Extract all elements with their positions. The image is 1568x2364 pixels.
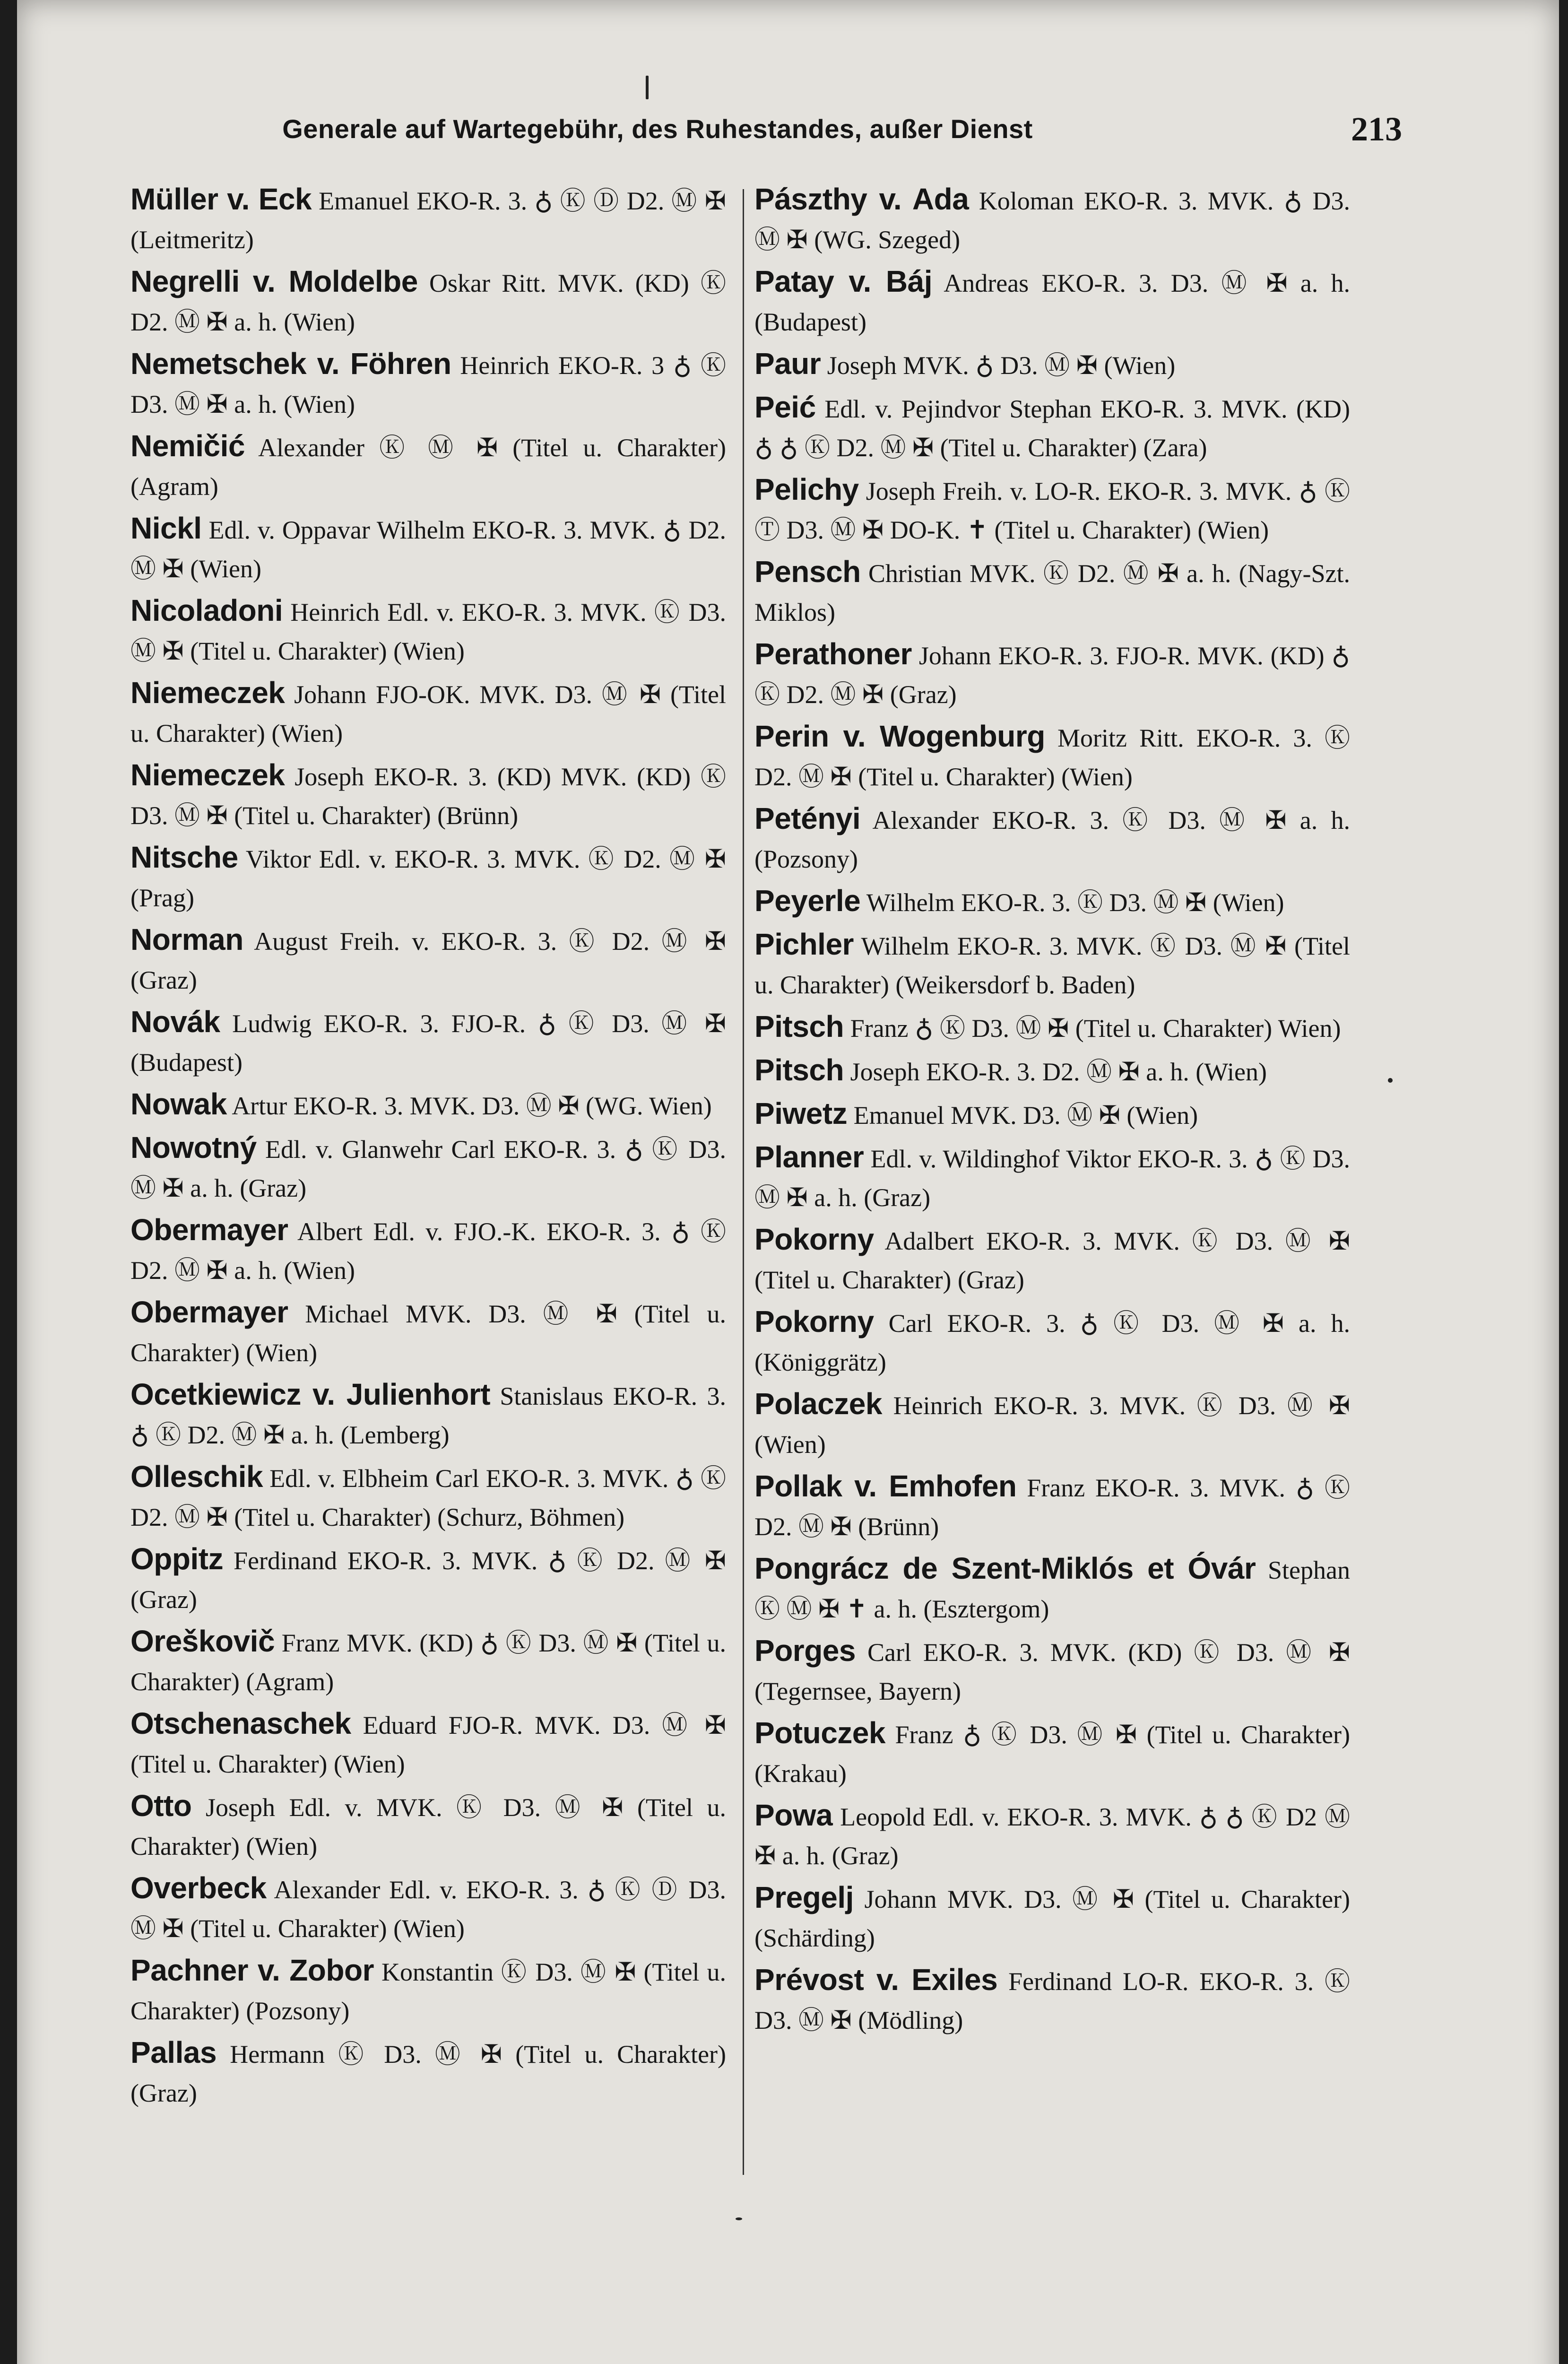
entry-details: Viktor Edl. v. EKO-R. 3. MVK. Ⓚ D2. Ⓜ ✠ (Prag) <box>130 845 726 912</box>
directory-entry <box>754 1094 1350 1135</box>
entry-details: Joseph Freih. v. LO-R. EKO-R. 3. MVK. ♁ Ⓚ Ⓣ D3. Ⓜ ✠ DO-K. ✝ (Titel u. Charakter) (Wien) <box>754 477 1351 544</box>
entry-name: Oppitz <box>130 1542 224 1576</box>
entry-details: Leopold Edl. v. EKO-R. 3. MVK. ♁ ♁ Ⓚ D2 Ⓜ ✠ a. h. (Graz) <box>754 1803 1351 1870</box>
entry-details: Edl. v. Glanwehr Carl EKO-R. 3. ♁ Ⓚ D3. Ⓜ ✠ a. h. (Graz) <box>130 1135 726 1202</box>
entry-details: Heinrich Edl. v. EKO-R. 3. MVK. Ⓚ D3. Ⓜ ✠ (Titel u. Charakter) (Wien) <box>130 598 726 665</box>
column-divider <box>743 189 744 2175</box>
entry-details: Christian MVK. Ⓚ D2. Ⓜ ✠ a. h. (Nagy-Szt. Miklos) <box>754 559 1350 626</box>
directory-entry <box>130 180 726 259</box>
entry-name: Pitsch <box>754 1009 844 1043</box>
entry-name: Pichler <box>754 927 854 961</box>
directory-entry <box>754 1302 1350 1382</box>
entry-name: Overbeck <box>130 1871 267 1905</box>
directory-entry <box>754 344 1350 385</box>
entry-details: Carl EKO-R. 3. ♁ Ⓚ D3. Ⓜ ✠ a. h. (Königgrätz) <box>754 1309 1350 1376</box>
entry-details: Franz ♁ Ⓚ D3. Ⓜ ✠ (Titel u. Charakter) Wien) <box>850 1014 1341 1043</box>
entry-name: Nickl <box>130 511 202 545</box>
entry-details: Edl. v. Pejindvor Stephan EKO-R. 3. MVK. (KD) ♁ ♁ Ⓚ D2. Ⓜ ✠ (Titel u. Charakter) (Zara) <box>754 395 1351 462</box>
directory-entry <box>754 1549 1350 1628</box>
entry-name: Nicoladoni <box>130 593 283 627</box>
entry-name: Peyerle <box>754 884 861 918</box>
entry-details: Ludwig EKO-R. 3. FJO-R. ♁ Ⓚ D3. Ⓜ ✠ (Budapest) <box>130 1009 726 1077</box>
entry-details: Wilhelm EKO-R. 3. Ⓚ D3. Ⓜ ✠ (Wien) <box>866 888 1284 917</box>
directory-entry <box>130 1375 726 1454</box>
entry-name: Perin v. Wogenburg <box>754 719 1045 753</box>
entry-name: Obermayer <box>130 1295 288 1329</box>
directory-entry <box>754 1796 1350 1875</box>
page-title: Generale auf Wartegebühr, des Ruhestandes, außer Dienst <box>282 114 1033 144</box>
entry-details: Heinrich EKO-R. 3 ♁ Ⓚ D3. Ⓜ ✠ a. h. (Wien) <box>130 351 727 418</box>
right-column <box>754 180 1350 2042</box>
entry-details: Johann MVK. D3. Ⓜ ✠ (Titel u. Charakter) (Schärding) <box>754 1885 1350 1952</box>
directory-entry <box>130 673 726 753</box>
directory-entry <box>754 1138 1350 1217</box>
entry-name: Pensch <box>754 555 861 589</box>
directory-entry <box>754 1384 1350 1464</box>
entry-details: Heinrich EKO-R. 3. MVK. Ⓚ D3. Ⓜ ✠ (Wien) <box>754 1391 1351 1459</box>
entry-details: Eduard FJO-R. MVK. D3. Ⓜ ✠ (Titel u. Charakter) (Wien) <box>130 1711 727 1778</box>
entry-name: Pászthy v. Ada <box>754 182 969 216</box>
print-speck <box>736 2217 742 2220</box>
directory-entry <box>130 1869 726 1948</box>
entry-name: Powa <box>754 1798 833 1832</box>
directory-entry <box>130 1210 726 1290</box>
entry-details: Joseph MVK. ♁ D3. Ⓜ ✠ (Wien) <box>827 351 1176 380</box>
entry-name: Müller v. Eck <box>130 182 312 216</box>
entry-details: Michael MVK. D3. Ⓜ ✠ (Titel u. Charakter) (Wien) <box>130 1300 726 1367</box>
directory-entry <box>754 1960 1350 2040</box>
entry-name: Nowak <box>130 1087 227 1121</box>
entry-details: Artur EKO-R. 3. MVK. D3. Ⓜ ✠ (WG. Wien) <box>232 1092 712 1120</box>
entry-name: Prévost v. Exiles <box>754 1963 998 1997</box>
entry-details: Andreas EKO-R. 3. D3. Ⓜ ✠ a. h. (Budapest) <box>754 269 1350 336</box>
entry-name: Ocetkiewicz v. Julienhort <box>130 1377 491 1411</box>
entry-details: Edl. v. Wildinghof Viktor EKO-R. 3. ♁ Ⓚ D3. Ⓜ ✠ a. h. (Graz) <box>754 1145 1350 1212</box>
entry-name: Niemeczek <box>130 758 285 792</box>
directory-entry <box>754 180 1350 259</box>
entry-details: Johann EKO-R. 3. FJO-R. MVK. (KD) ♁ Ⓚ D2. Ⓜ ✠ (Graz) <box>754 642 1350 709</box>
directory-entry <box>754 262 1350 341</box>
entry-name: Nemičić <box>130 429 245 463</box>
entry-details: Ferdinand EKO-R. 3. MVK. ♁ Ⓚ D2. Ⓜ ✠ (Graz) <box>130 1547 727 1614</box>
directory-entry <box>754 717 1350 796</box>
entry-details: Adalbert EKO-R. 3. MVK. Ⓚ D3. Ⓜ ✠ (Titel u. Charakter) (Graz) <box>754 1227 1350 1294</box>
directory-entry <box>130 1539 726 1619</box>
directory-entry <box>754 881 1350 922</box>
entry-details: Stephan Ⓚ Ⓜ ✠ ✝ a. h. (Esztergom) <box>754 1556 1350 1623</box>
entry-name: Pitsch <box>754 1053 844 1087</box>
entry-name: Pollak v. Emhofen <box>754 1469 1017 1503</box>
entry-name: Peić <box>754 390 816 424</box>
entry-details: Emanuel EKO-R. 3. ♁ Ⓚ Ⓓ D2. Ⓜ ✠ (Leitmeritz) <box>130 187 727 254</box>
entry-details: Joseph Edl. v. MVK. Ⓚ D3. Ⓜ ✠ (Titel u. Charakter) (Wien) <box>130 1793 727 1860</box>
entry-name: Potuczek <box>754 1716 885 1750</box>
entry-details: Franz EKO-R. 3. MVK. ♁ Ⓚ D2. Ⓜ ✠ (Brünn) <box>754 1474 1351 1541</box>
entry-details: August Freih. v. EKO-R. 3. Ⓚ D2. Ⓜ ✠ (Graz) <box>130 927 726 994</box>
entry-details: Hermann Ⓚ D3. Ⓜ ✠ (Titel u. Charakter) (Graz) <box>130 2040 727 2107</box>
entry-name: Norman <box>130 922 243 956</box>
directory-entry <box>754 1220 1350 1299</box>
entry-name: Perathoner <box>754 637 912 671</box>
entry-name: Pelichy <box>754 472 859 506</box>
directory-entry <box>754 470 1350 549</box>
entry-name: Oreškovič <box>130 1624 275 1658</box>
directory-entry <box>754 1007 1350 1048</box>
entry-details: Alexander Ⓚ Ⓜ ✠ (Titel u. Charakter) (Agram) <box>130 434 726 501</box>
left-column <box>130 180 726 2115</box>
entry-name: Nowotný <box>130 1130 257 1165</box>
entry-name: Otschenaschek <box>130 1706 351 1740</box>
directory-entry <box>130 1704 726 1783</box>
directory-entry <box>754 799 1350 878</box>
directory-entry <box>130 1622 726 1701</box>
entry-name: Piwetz <box>754 1096 848 1130</box>
entry-details: Edl. v. Elbheim Carl EKO-R. 3. MVK. ♁ Ⓚ D2. Ⓜ ✠ (Titel u. Charakter) (Schurz, Böhmen) <box>130 1464 727 1531</box>
entry-name: Pongrácz de Szent-Miklós et Óvár <box>754 1551 1256 1585</box>
running-header <box>173 110 1402 156</box>
directory-entry <box>754 1878 1350 1957</box>
directory-entry <box>130 1457 726 1537</box>
entry-details: Emanuel MVK. D3. Ⓜ ✠ (Wien) <box>853 1101 1198 1130</box>
entry-name: Niemeczek <box>130 676 285 710</box>
entry-details: Oskar Ritt. MVK. (KD) Ⓚ D2. Ⓜ ✠ a. h. (Wien) <box>130 269 726 336</box>
entry-details: Ferdinand LO-R. EKO-R. 3. Ⓚ D3. Ⓜ ✠ (Mödling) <box>754 1967 1351 2034</box>
directory-entry <box>130 756 726 835</box>
directory-entry <box>130 1951 726 2030</box>
entry-details: Albert Edl. v. FJO.-K. EKO-R. 3. ♁ Ⓚ D2. Ⓜ ✠ a. h. (Wien) <box>130 1217 726 1285</box>
entry-name: Nemetschek v. Föhren <box>130 347 451 381</box>
entry-name: Petényi <box>754 801 861 835</box>
directory-entry <box>130 1002 726 1082</box>
page-number: 213 <box>1351 110 1402 148</box>
entry-details: Wilhelm EKO-R. 3. MVK. Ⓚ D3. Ⓜ ✠ (Titel u. Charakter) (Weikersdorf b. Baden) <box>754 932 1351 999</box>
entry-name: Pokorny <box>754 1222 874 1256</box>
entry-name: Novák <box>130 1005 220 1039</box>
entry-name: Obermayer <box>130 1213 288 1247</box>
directory-entry <box>754 634 1350 714</box>
directory-entry <box>130 509 726 588</box>
directory-entry <box>130 1085 726 1125</box>
entry-details: Franz ♁ Ⓚ D3. Ⓜ ✠ (Titel u. Charakter) (Krakau) <box>754 1721 1350 1788</box>
entry-name: Otto <box>130 1789 192 1823</box>
directory-entry <box>754 1713 1350 1793</box>
entry-details: Alexander Edl. v. EKO-R. 3. ♁ Ⓚ Ⓓ D3. Ⓜ ✠ (Titel u. Charakter) (Wien) <box>130 1876 726 1943</box>
entry-name: Patay v. Báj <box>754 264 932 298</box>
entry-details: Moritz Ritt. EKO-R. 3. Ⓚ D2. Ⓜ ✠ (Titel u. Charakter) (Wien) <box>754 724 1351 791</box>
directory-entry <box>130 426 726 506</box>
entry-name: Pallas <box>130 2035 217 2069</box>
entry-details: Joseph EKO-R. 3. (KD) MVK. (KD) Ⓚ D3. Ⓜ ✠ (Titel u. Charakter) (Brünn) <box>130 763 726 830</box>
directory-entry <box>754 925 1350 1004</box>
directory-entry <box>130 1128 726 1208</box>
directory-entry <box>130 920 726 999</box>
entry-name: Olleschik <box>130 1460 263 1494</box>
entry-name: Pregelj <box>754 1880 854 1914</box>
directory-entry <box>130 838 726 917</box>
print-speck <box>646 76 649 99</box>
entry-name: Pachner v. Zobor <box>130 1953 374 1987</box>
entry-details: Edl. v. Oppavar Wilhelm EKO-R. 3. MVK. ♁ D2. Ⓜ ✠ (Wien) <box>130 516 726 583</box>
entry-name: Nitsche <box>130 840 238 874</box>
directory-entry <box>130 344 726 424</box>
directory-entry <box>754 552 1350 632</box>
directory-entry <box>754 388 1350 467</box>
entry-name: Negrelli v. Moldelbe <box>130 264 418 298</box>
directory-entry <box>130 262 726 341</box>
directory-entry <box>130 1786 726 1866</box>
entry-name: Polaczek <box>754 1387 882 1421</box>
directory-entry <box>754 1467 1350 1546</box>
directory-entry <box>130 1293 726 1372</box>
entry-name: Pokorny <box>754 1304 874 1338</box>
entry-details: Johann FJO-OK. MVK. D3. Ⓜ ✠ (Titel u. Charakter) (Wien) <box>130 680 726 747</box>
entry-details: Franz MVK. (KD) ♁ Ⓚ D3. Ⓜ ✠ (Titel u. Charakter) (Agram) <box>130 1629 727 1696</box>
print-speck <box>1388 1078 1393 1083</box>
directory-entry <box>754 1051 1350 1091</box>
book-page <box>17 0 1559 2364</box>
entry-details: Joseph EKO-R. 3. D2. Ⓜ ✠ a. h. (Wien) <box>850 1058 1267 1086</box>
directory-entry <box>130 591 726 670</box>
entry-name: Paur <box>754 347 821 381</box>
entry-details: Konstantin Ⓚ D3. Ⓜ ✠ (Titel u. Charakter) (Pozsony) <box>130 1958 727 2025</box>
directory-entry <box>130 2033 726 2112</box>
entry-details: Stanislaus EKO-R. 3. ♁ Ⓚ D2. Ⓜ ✠ a. h. (Lemberg) <box>130 1382 726 1449</box>
entry-name: Planner <box>754 1140 864 1174</box>
entry-details: Carl EKO-R. 3. MVK. (KD) Ⓚ D3. Ⓜ ✠ (Tegernsee, Bayern) <box>754 1638 1351 1705</box>
entry-name: Porges <box>754 1634 856 1668</box>
entry-details: Alexander EKO-R. 3. Ⓚ D3. Ⓜ ✠ a. h. (Pozsony) <box>754 806 1351 873</box>
directory-entry <box>754 1631 1350 1711</box>
entry-details: Koloman EKO-R. 3. MVK. ♁ D3. Ⓜ ✠ (WG. Szeged) <box>754 187 1351 254</box>
